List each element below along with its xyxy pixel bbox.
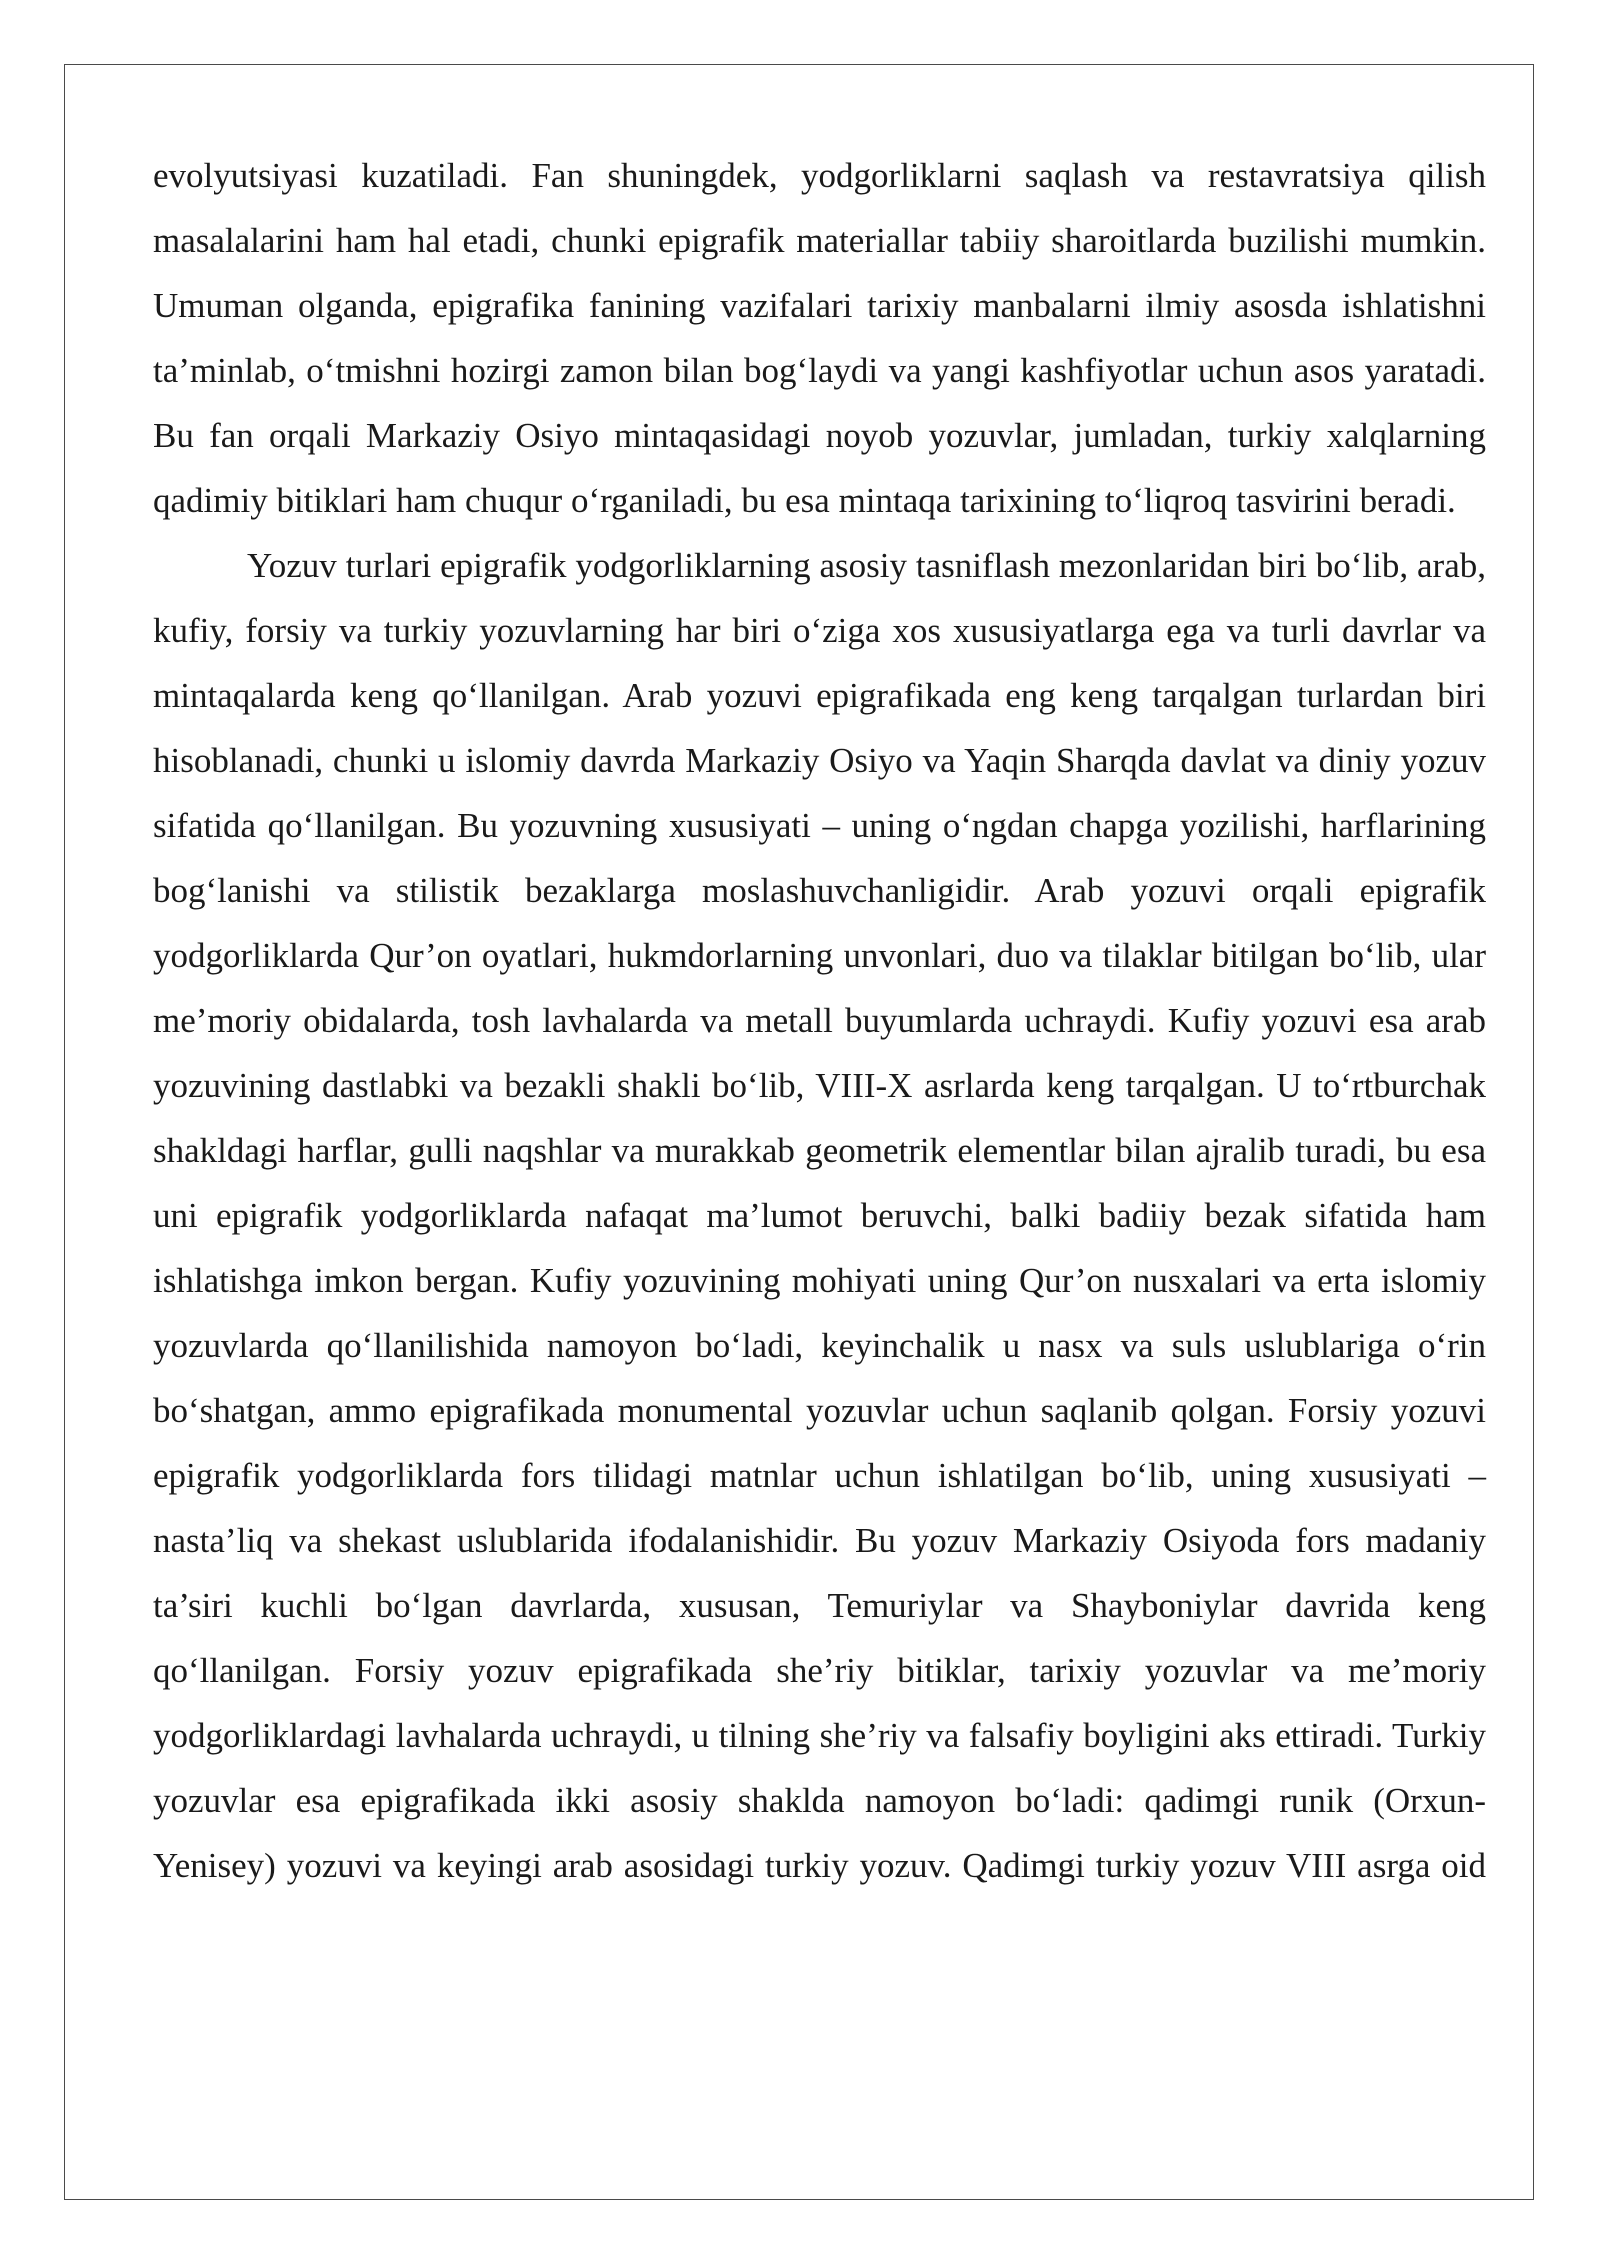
paragraph-1: evolyutsiyasi kuzatiladi. Fan shuningdek, yodgorliklarni saqlash va restavratsiya qilish masalalarini ham hal etadi, chunki epigrafik materiallar tabiiy sharoitlarda buzilishi mumkin. Umuman olganda, epigrafika fanining vazifalari tarixiy manbalarni ilmiy asosda ishlatishni ta’minlab, o‘tmishni hozirgi zamon bilan bog‘laydi va yangi kashfiyotlar uchun asos yaratadi. Bu fan orqali Markaziy Osiyo mintaqasidagi noyob yozuvlar, jumladan, turkiy xalqlarning qadimiy bitiklari ham chuqur o‘rganiladi, bu esa mintaqa tarixining to‘liqroq tasvirini beradi. xyxy=(153,156,1486,520)
document-body xyxy=(153,143,1486,1898)
paragraph-2: Yozuv turlari epigrafik yodgorliklarning asosiy tasniflash mezonlaridan biri bo‘lib, arab, kufiy, forsiy va turkiy yozuvlarning har biri o‘ziga xos xususiyatlarga ega va turli davrlar va mintaqalarda keng qo‘llanilgan. Arab yozuvi epigrafikada eng keng tarqalgan turlardan biri hisoblanadi, chunki u islomiy davrda Markaziy Osiyo va Yaqin Sharqda davlat va diniy yozuv sifatida qo‘llanilgan. Bu yozuvning xususiyati – uning o‘ngdan chapga yozilishi, harflarining bog‘lanishi va stilistik bezaklarga moslashuvchanligidir. Arab yozuvi orqali epigrafik yodgorliklarda Qur’on oyatlari, hukmdorlarning unvonlari, duo va tilaklar bitilgan bo‘lib, ular me’moriy obidalarda, tosh lavhalarda va metall buyumlarda uchraydi. Kufiy yozuvi esa arab yozuvining dastlabki va bezakli shakli bo‘lib, VIII-X asrlarda keng tarqalgan. U to‘rtburchak shakldagi harflar, gulli naqshlar va murakkab geometrik elementlar bilan ajralib turadi, bu esa uni epigrafik yodgorliklarda nafaqat ma’lumot beruvchi, balki badiiy bezak sifatida ham ishlatishga imkon bergan. Kufiy yozuvining mohiyati uning Qur’on nusxalari va erta islomiy yozuvlarda qo‘llanilishida namoyon bo‘ladi, keyinchalik u nasx va suls uslublariga o‘rin bo‘shatgan, ammo epigrafikada monumental yozuvlar uchun saqlanib qolgan. Forsiy yozuvi epigrafik yodgorliklarda fors tilidagi matnlar uchun ishlatilgan bo‘lib, uning xususiyati – nasta’liq va shekast uslublarida ifodalanishidir. Bu yozuv Markaziy Osiyoda fors madaniy ta’siri kuchli bo‘lgan davrlarda, xususan, Temuriylar va Shayboniylar davrida keng qo‘llanilgan. Forsiy yozuv epigrafikada she’riy bitiklar, tarixiy yozuvlar va me’moriy yodgorliklardagi lavhalarda uchraydi, u tilning she’riy va falsafiy boyligini aks ettiradi. Turkiy yozuvlar esa epigrafikada ikki asosiy shaklda namoyon bo‘ladi: qadimgi runik (Orxun-Yenisey) yozuvi va keyingi arab asosidagi turkiy yozuv. Qadimgi turkiy yozuv VIII asrga oid xyxy=(153,546,1486,1885)
